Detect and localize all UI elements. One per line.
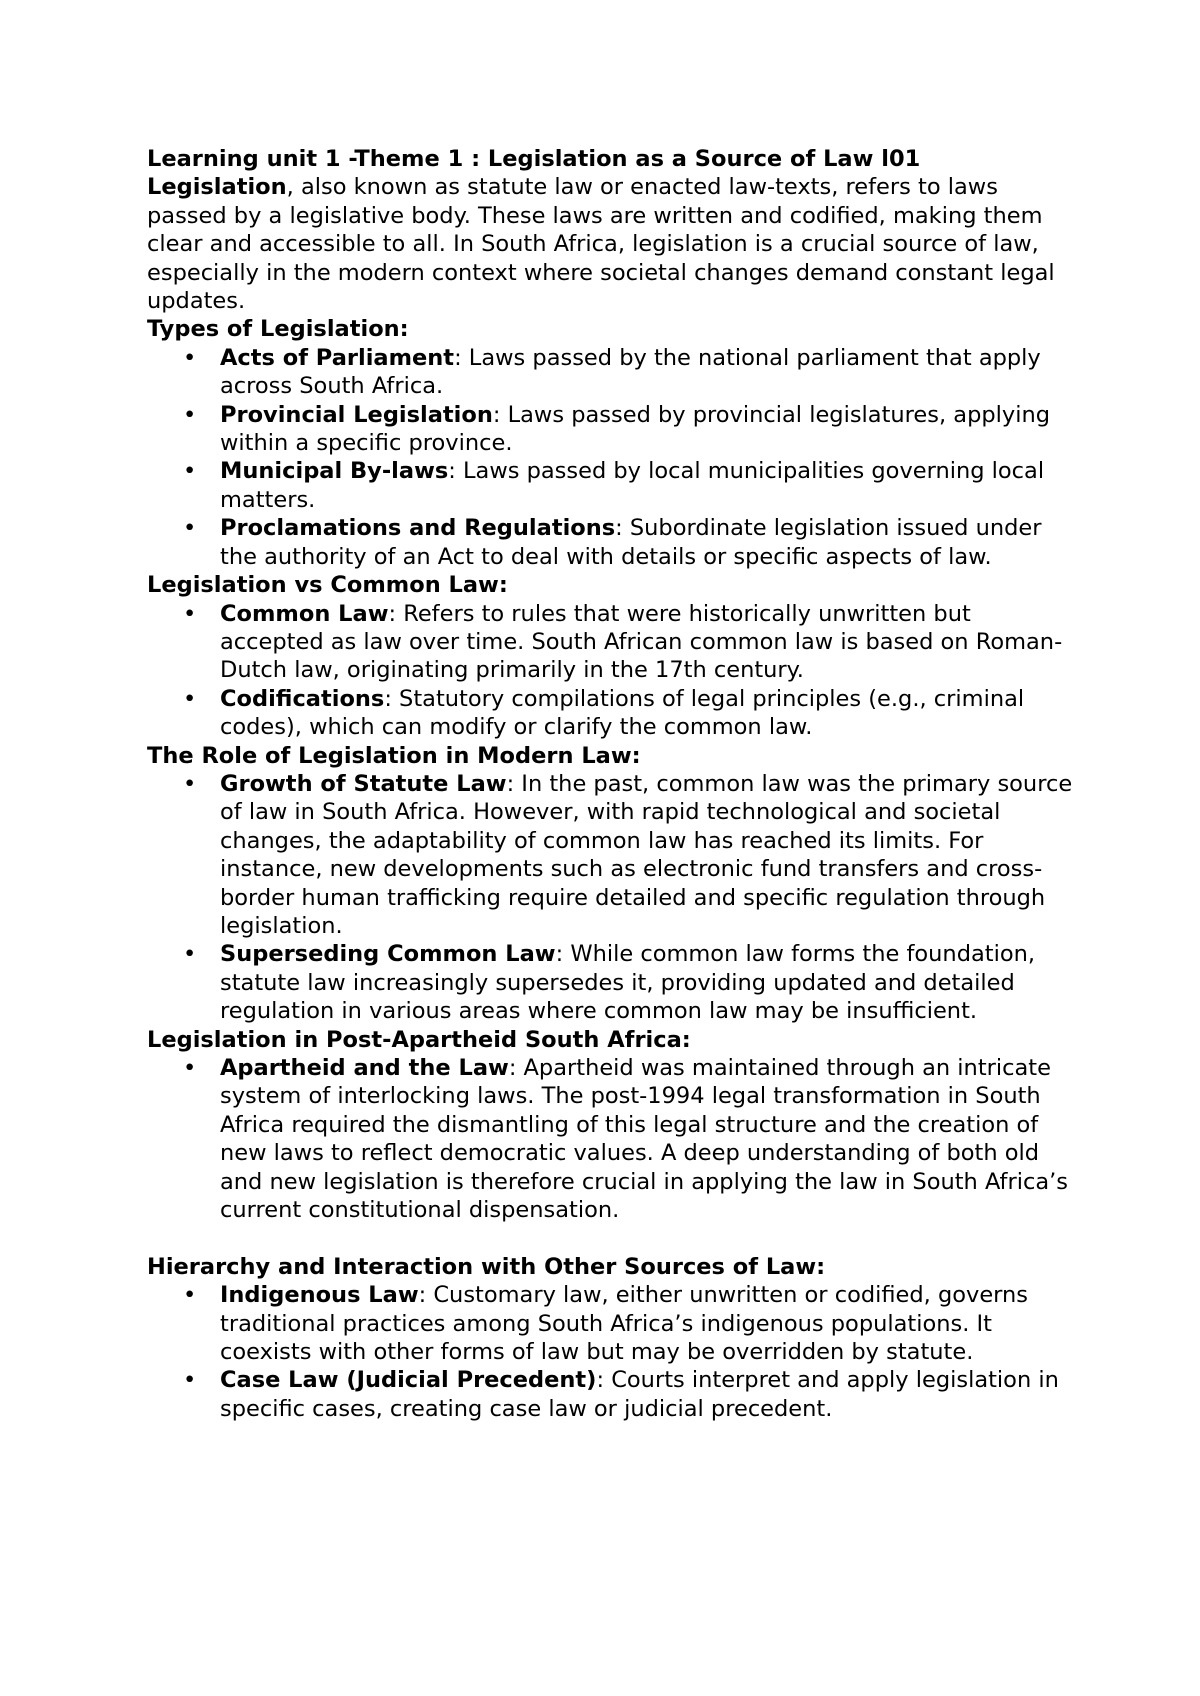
bullet-icon: •: [183, 685, 197, 712]
bullet-icon: •: [183, 401, 197, 428]
bullet-icon: •: [183, 1282, 197, 1309]
item-text: : Laws passed by provincial legislatures, applying within a specific province.: [220, 401, 1051, 457]
item-term: Common Law: [220, 600, 389, 627]
bullet-icon: •: [183, 941, 197, 968]
bullet-icon: •: [183, 1367, 197, 1394]
bullet-list: [147, 770, 1077, 1026]
item-text: : Courts interpret and apply legislation in specific cases, creating case law or judicial precedent.: [220, 1367, 1059, 1422]
item-text: : Statutory compilations of legal principles (e.g., criminal codes), which can modify or clarify the common law.: [220, 685, 1025, 741]
item-text: : In the past, common law was the primary source of law in South Africa. However, with rapid technological and societal changes, the adaptability of common law has reached its limits. For instance, new developments such as electronic fund transfers and cross-border human trafficking require detailed and specific regulation through legislation.: [220, 770, 1073, 939]
list-item: [147, 770, 1077, 940]
list-item: [147, 685, 1077, 742]
section-heading: Hierarchy and Interaction with Other Sources of Law:: [147, 1253, 826, 1280]
item-term: Growth of Statute Law: [220, 770, 507, 797]
list-item: [147, 514, 1077, 571]
item-term: Municipal By-laws: [220, 458, 449, 485]
item-text: : Refers to rules that were historically unwritten but accepted as law over time. South African common law is based on Roman-Dutch law, originating primarily in the 17th century.: [220, 600, 1063, 684]
list-item: [147, 600, 1077, 685]
bullet-icon: •: [183, 515, 197, 542]
document-sections: [147, 315, 1077, 1423]
list-item: [147, 940, 1077, 1025]
item-text: : Laws passed by the national parliament that apply across South Africa.: [220, 344, 1041, 400]
item-term: Provincial Legislation: [220, 401, 493, 428]
bullet-icon: •: [183, 344, 197, 371]
item-text: : Subordinate legislation issued under the authority of an Act to deal with details or specific aspects of law.: [220, 515, 1042, 570]
bullet-icon: •: [183, 600, 197, 627]
section-spacer: [147, 1224, 1077, 1252]
item-term: Apartheid and the Law: [220, 1055, 509, 1081]
document-page: [147, 145, 1077, 1423]
item-term: Case Law (Judicial Precedent): [220, 1367, 597, 1394]
section-heading: Types of Legislation:: [147, 316, 409, 343]
section-heading: The Role of Legislation in Modern Law:: [147, 742, 641, 769]
item-term: Superseding Common Law: [220, 941, 556, 968]
item-text: : While common law forms the foundation, statute law increasingly supersedes it, providing updated and detailed regulation in various areas where common law may be insufficient.: [220, 941, 1036, 1025]
list-item: [147, 1281, 1077, 1366]
bullet-icon: •: [183, 770, 197, 797]
item-term: Codifications: [220, 685, 385, 712]
intro-term: Legislation: [147, 174, 287, 201]
bullet-list: [147, 600, 1077, 742]
bullet-list: [147, 1054, 1077, 1224]
bullet-icon: •: [183, 1055, 197, 1081]
item-text: : Customary law, either unwritten or codified, governs traditional practices among South Africa’s indigenous populations. It coexists with other forms of law but may be overridden by statute.: [220, 1282, 1029, 1366]
item-term: Proclamations and Regulations: [220, 515, 616, 542]
intro-paragraph: [147, 173, 1077, 315]
section-heading: Legislation in Post-Apartheid South Africa:: [147, 1026, 691, 1053]
list-item: [147, 1054, 1077, 1224]
bullet-list: [147, 1281, 1077, 1423]
intro-text: , also known as statute law or enacted law-texts, refers to laws passed by a legislative body. These laws are written and codified, making them clear and accessible to all. In South Africa, legislation is a crucial source of law, especially in the modern context where societal changes demand constant legal updates.: [147, 174, 1055, 315]
item-text: : Apartheid was maintained through an intricate system of interlocking laws. The post-1994 legal transformation in South Africa required the dismantling of this legal structure and the creation of new laws to reflect democratic values. A deep understanding of both old and new legislation is therefore crucial in applying the law in South Africa’s current constitutional dispensation.: [220, 1055, 1069, 1224]
section-heading: Legislation vs Common Law:: [147, 572, 508, 599]
item-term: Indigenous Law: [220, 1282, 419, 1309]
item-text: : Laws passed by local municipalities governing local matters.: [220, 458, 1045, 513]
list-item: [147, 344, 1077, 401]
document-title: Learning unit 1 -Theme 1 : Legislation as a Source of Law l01: [147, 146, 921, 172]
list-item: [147, 401, 1077, 458]
bullet-icon: •: [183, 458, 197, 485]
list-item: [147, 1366, 1077, 1423]
item-term: Acts of Parliament: [220, 344, 455, 371]
list-item: [147, 457, 1077, 514]
bullet-list: [147, 344, 1077, 571]
